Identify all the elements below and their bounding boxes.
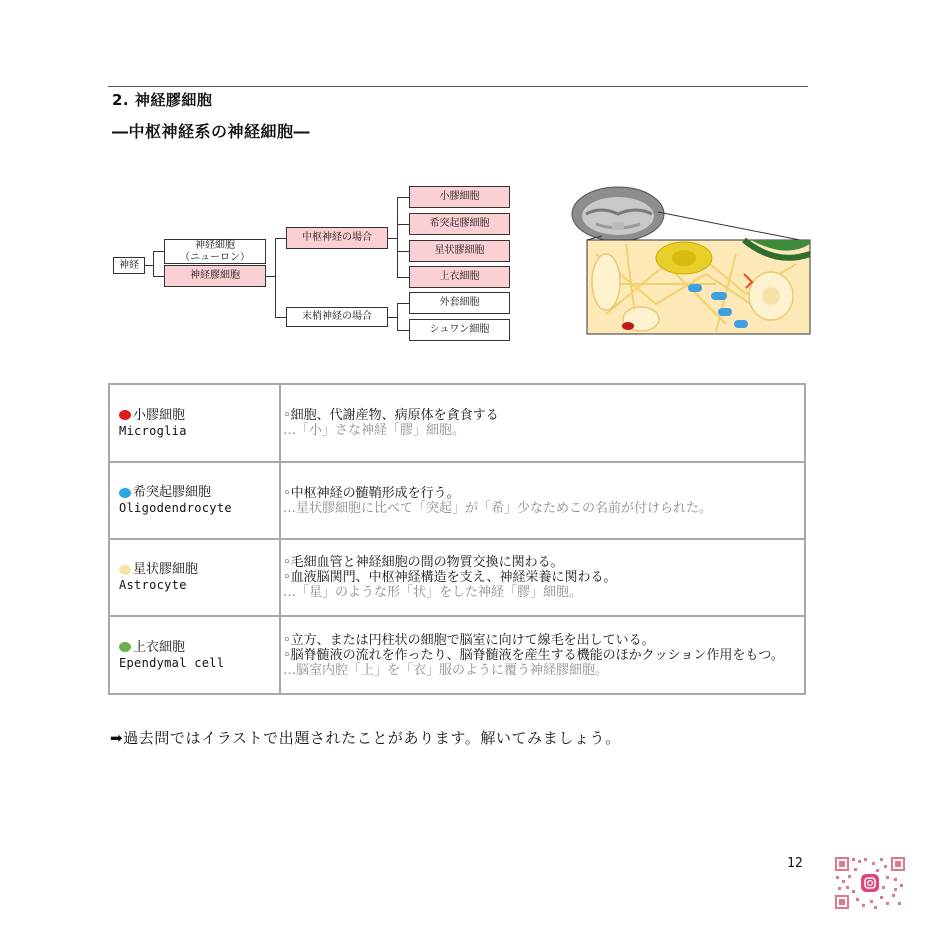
connector-line — [397, 224, 409, 225]
page-number: 12 — [787, 856, 803, 871]
cell-english-name: Ependymal cell — [119, 655, 225, 670]
connector-line — [275, 238, 286, 239]
connector-line — [145, 265, 153, 266]
tree-cns-cell: 小膠細胞 — [409, 186, 510, 208]
green-dot-icon — [119, 642, 131, 652]
tree-pns: 末梢神経の場合 — [286, 307, 388, 327]
name-origin-note: …「小」さな神経「膠」細胞。 — [283, 423, 466, 438]
glia-illustration — [566, 184, 812, 338]
cell-english-name: Oligodendrocyte — [119, 501, 232, 515]
tree-pns-cell: シュワン細胞 — [409, 319, 510, 341]
description-line: ◦中枢神経の髄鞘形成を行う。 — [283, 485, 460, 501]
connector-line — [153, 251, 154, 277]
connector-line — [275, 317, 286, 318]
connector-line — [397, 303, 398, 331]
glia-table — [108, 383, 806, 695]
tree-cns-cell: 上衣細胞 — [409, 266, 510, 288]
cell-name: 星状膠細胞 — [133, 562, 199, 577]
description-line: ◦細胞、代謝産物、病原体を貪食する — [283, 408, 499, 423]
cell-description — [280, 539, 805, 616]
table-row — [109, 462, 805, 539]
table-row — [109, 384, 805, 462]
cell-description — [280, 462, 805, 539]
cell-name: 希突起膠細胞 — [133, 485, 212, 500]
connector-line — [397, 303, 409, 304]
tree-neuron: 神経細胞 （ニューロン） — [164, 239, 266, 264]
cell-type — [109, 616, 280, 694]
tree-cns-cell: 星状膠細胞 — [409, 240, 510, 262]
cell-description — [280, 616, 805, 694]
connector-line — [275, 238, 276, 318]
cell-name: 小膠細胞 — [133, 407, 186, 423]
description-line: ◦脳脊髄液の流れを作ったり、脳脊髄液を産生する機能のほかクッション作用をもつ。 — [283, 647, 784, 663]
connector-line — [388, 317, 397, 318]
top-rule — [108, 86, 808, 87]
connector-line — [266, 276, 275, 277]
connector-line — [397, 197, 398, 278]
cell-type — [109, 539, 280, 616]
red-dot-icon — [119, 410, 131, 420]
tree-cns: 中枢神経の場合 — [286, 227, 388, 249]
qr-code-icon[interactable] — [834, 856, 906, 910]
cell-type — [109, 384, 280, 462]
subheading: ―中枢神経系の神経細胞― — [112, 122, 311, 141]
name-origin-note: …「星」のような形「状」をした神経「膠」細胞。 — [283, 585, 583, 600]
tree-pns-cell: 外套細胞 — [409, 292, 510, 314]
connector-line — [397, 277, 409, 278]
connector-line — [153, 276, 164, 277]
tree-root: 神経 — [113, 257, 145, 274]
cream-dot-icon — [119, 565, 131, 575]
section-heading: 2. 神経膠細胞 — [112, 91, 213, 109]
table-row — [109, 539, 805, 616]
description-line: ◦毛細血管と神経細胞の間の物質交換に関わる。 — [283, 555, 564, 570]
description-line: ◦血液脳関門、中枢神経構造を支え、神経栄養に関わる。 — [283, 570, 617, 585]
connector-line — [397, 197, 409, 198]
cell-english-name: Microglia — [119, 423, 187, 438]
name-origin-note: …星状膠細胞に比べて「突起」が「希」少なためこの名前が付けられた。 — [283, 500, 713, 516]
cell-name: 上衣細胞 — [133, 639, 186, 655]
description-line: ◦立方、または円柱状の細胞で脳室に向けて線毛を出している。 — [283, 632, 655, 648]
table-row — [109, 616, 805, 694]
connector-line — [397, 251, 409, 252]
tree-glia: 神経膠細胞 — [164, 265, 266, 287]
connector-line — [153, 251, 164, 252]
brain-section — [572, 187, 664, 241]
cell-description — [280, 384, 805, 462]
connector-line — [397, 330, 409, 331]
magnified-panel — [587, 240, 810, 334]
name-origin-note: …脳室内腔「上」を「衣」服のように覆う神経膠細胞。 — [283, 662, 609, 678]
blue-dot-icon — [119, 488, 131, 498]
cell-type — [109, 462, 280, 539]
tree-cns-cell: 希突起膠細胞 — [409, 213, 510, 235]
cell-english-name: Astrocyte — [119, 578, 187, 592]
past-exam-note: ➡過去問ではイラストで出題されたことがあります。解いてみましょう。 — [110, 729, 621, 747]
connector-line — [388, 238, 397, 239]
